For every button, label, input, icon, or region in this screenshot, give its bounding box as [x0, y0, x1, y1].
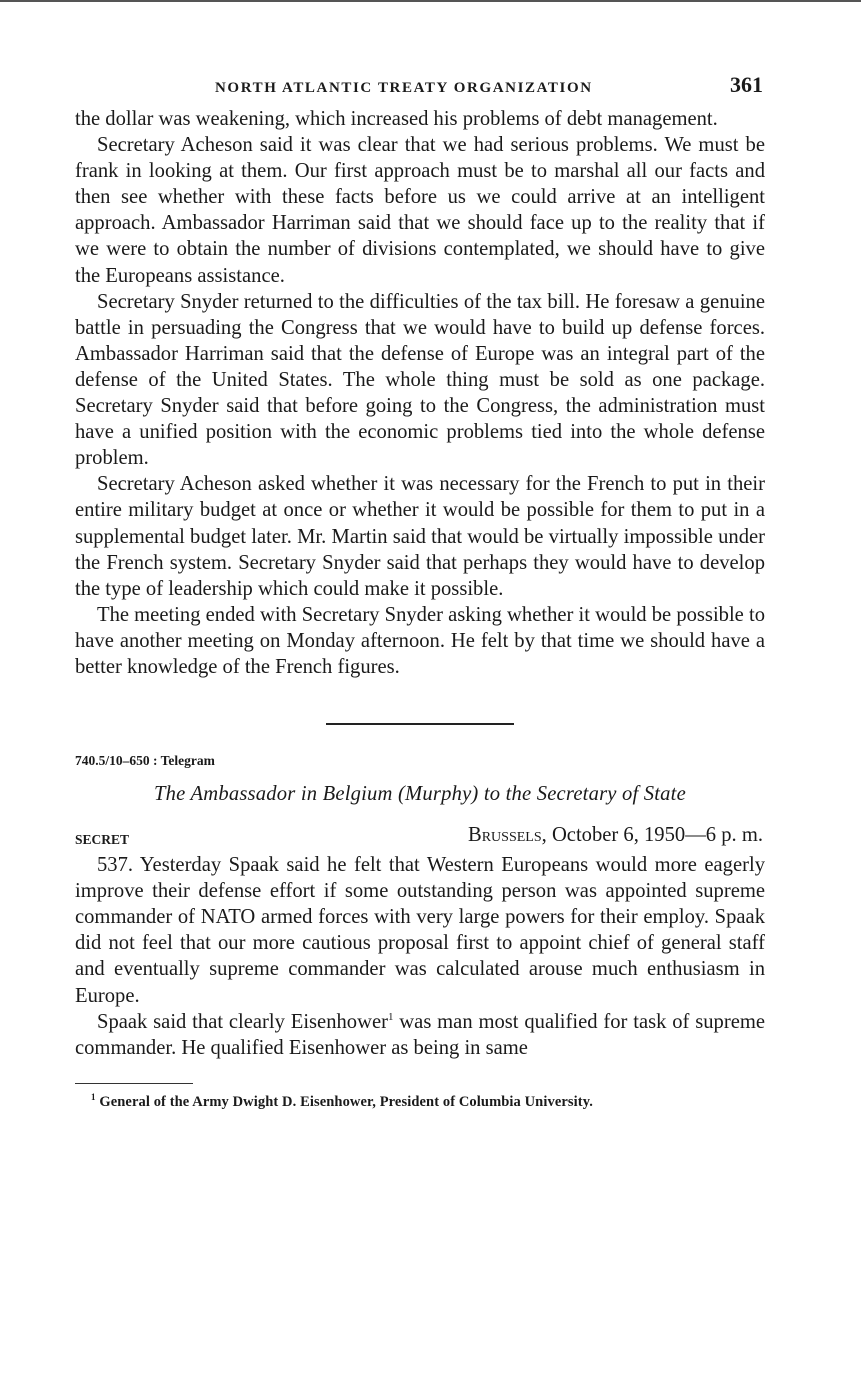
- footnote-marker: 1: [91, 1092, 96, 1103]
- telegram-paragraph: [75, 1009, 765, 1061]
- footnote-text: General of the Army Dwight D. Eisenhower, President of Columbia University.: [99, 1094, 593, 1111]
- paragraph: The meeting ended with Secretary Snyder asking whether it would be possible to have another meeting on Monday afternoon. He felt by that time we should have a better knowledge of the French figures.: [75, 603, 765, 678]
- telegram-paragraph: 537. Yesterday Spaak said he felt that Western Europeans would more eagerly improve their defense effort if some outstanding person was appointed supreme commander of NATO armed forces with very large powers for their employ. Spaak did not feel that our more cautious proposal first to appoint chief of general staff and eventually supreme commander was calculated arouse much enthusiasm in Europe.: [75, 854, 765, 1007]
- telegram-text-segment: Spaak said that clearly Eisenhower: [97, 1010, 388, 1033]
- document-title: The Ambassador in Belgium (Murphy) to the Secretary of State: [154, 783, 686, 806]
- dateline: [75, 824, 765, 852]
- page: [75, 72, 765, 1111]
- top-edge-rule: [0, 0, 861, 2]
- running-head-title: NORTH ATLANTIC TREATY ORGANIZATION: [215, 80, 593, 96]
- section-divider: [326, 723, 514, 725]
- date-time: October 6, 1950—6 p. m.: [551, 824, 763, 847]
- telegram-text: [75, 852, 765, 1061]
- running-head: [75, 72, 765, 106]
- body-text: [75, 106, 765, 680]
- footnote: [75, 1094, 765, 1111]
- place-name: Brussels,: [467, 824, 547, 847]
- paragraph: Secretary Snyder returned to the difficulties of the tax bill. He foresaw a genuine battle in persuading the Congress that we would have to build up defense forces. Ambassador Harriman said that the defense of Europe was an integral part of the defense of the United States. The whole thing must be sold as one package. Secretary Snyder said that before going to the Congress, the administration must have a unified position with the economic problems tied into the whole defense problem.: [75, 290, 765, 470]
- file-reference: 740.5/10–650 : Telegram: [75, 753, 215, 769]
- place-date: [468, 824, 763, 847]
- footnote-reference[interactable]: 1: [387, 1010, 394, 1023]
- page-number: 361: [730, 72, 763, 97]
- paragraph: Secretary Acheson asked whether it was necessary for the French to put in their entire military budget at once or whether it would be possible for them to put in a supplemental budget later. Mr. Martin said that would be virtually impossible under the French system. Secretary Snyder said that perhaps they would have to develop the type of leadership which could make it possible.: [75, 473, 765, 600]
- paragraph-continued: the dollar was weakening, which increased his problems of debt management.: [75, 108, 718, 130]
- footnote-rule: [75, 1083, 193, 1085]
- paragraph: Secretary Acheson said it was clear that we had serious problems. We must be frank in looking at them. Our first approach must be to marshal all our facts and then see whether with these facts before us we could arrive at an intelligent approach. Ambassador Harriman said that we should face up to the reality that if we were to obtain the number of divisions contemplated, we should have to give the Europeans assistance.: [75, 134, 765, 287]
- classification-label: SECRET: [75, 832, 130, 848]
- telegram-text-segment: was man most qualified for task of supreme commander. He qualified Eisenhower as being in same: [75, 1010, 765, 1059]
